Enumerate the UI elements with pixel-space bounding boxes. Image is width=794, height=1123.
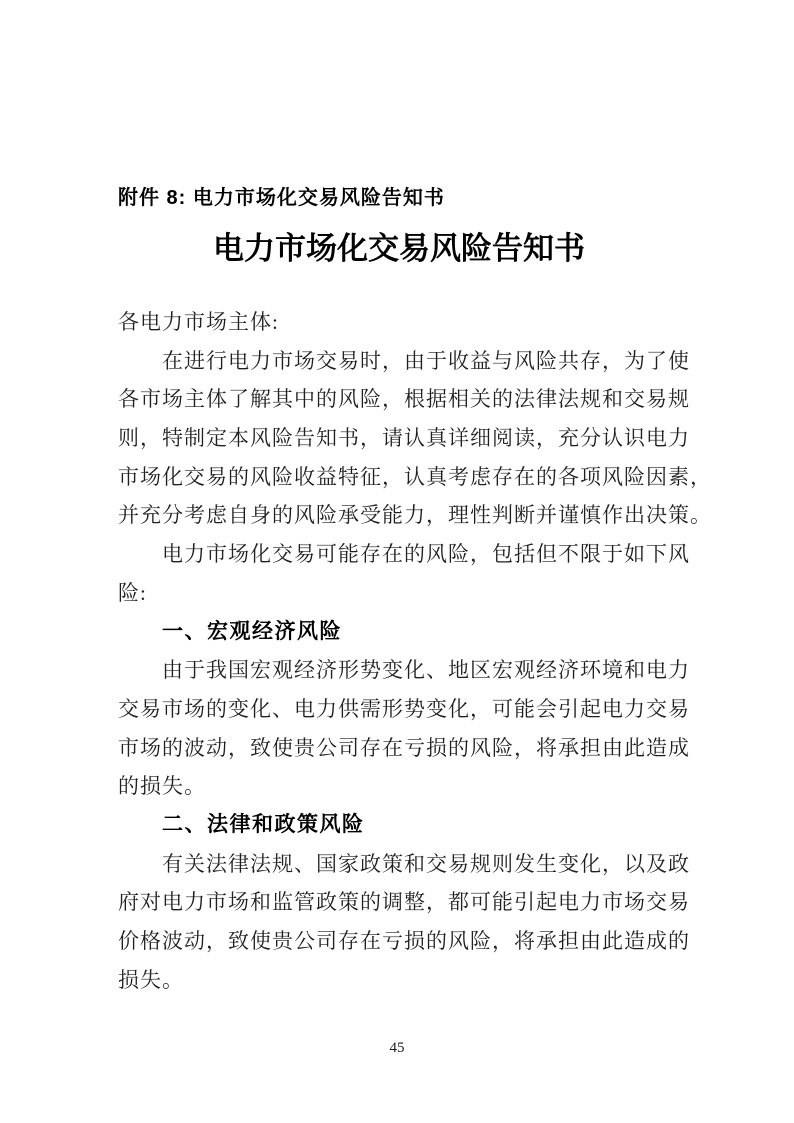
- page-content: [118, 0, 712, 999]
- body-line: 在进行电力市场交易时，由于收益与风险共存，为了使: [162, 348, 690, 373]
- document-body: [118, 303, 712, 999]
- body-line: 损失。: [118, 967, 184, 992]
- body-line: 险:: [118, 580, 147, 605]
- attachment-heading: 附件 8: 电力市场化交易风险告知书: [118, 187, 445, 209]
- section-heading-macroeconomic-risk: 一、宏观经济风险: [162, 619, 342, 643]
- body-line: 市场化交易的风险收益特征，认真考虑存在的各项风险因素，: [118, 464, 712, 489]
- body-line: 各市场主体了解其中的风险，根据相关的法律法规和交易规: [118, 387, 690, 412]
- body-line: 的损失。: [118, 774, 206, 799]
- body-line: 价格波动，致使贵公司存在亏损的风险，将承担由此造成的: [118, 929, 690, 953]
- page-number: 45: [389, 1040, 405, 1056]
- section-heading-legal-policy-risk: 二、法律和政策风险: [162, 812, 365, 836]
- body-line: 由于我国宏观经济形势变化、地区宏观经济环境和电力: [162, 658, 690, 683]
- body-line: 并充分考虑自身的风险承受能力，理性判断并谨慎作出决策。: [118, 503, 712, 528]
- body-line: 交易市场的变化、电力供需形势变化，可能会引起电力交易: [118, 696, 690, 721]
- body-line: 有关法律法规、国家政策和交易规则发生变化，以及政: [162, 851, 690, 876]
- body-line: 市场的波动，致使贵公司存在亏损的风险，将承担由此造成: [118, 735, 690, 760]
- salutation-line: 各电力市场主体:: [118, 310, 279, 334]
- body-line: 府对电力市场和监管政策的调整，都可能引起电力市场交易: [118, 890, 690, 915]
- body-line: 电力市场化交易可能存在的风险，包括但不限于如下风: [162, 542, 690, 567]
- body-line: 则，特制定本风险告知书，请认真详细阅读，充分认识电力: [118, 426, 690, 451]
- document-title: 电力市场化交易风险告知书: [213, 231, 585, 266]
